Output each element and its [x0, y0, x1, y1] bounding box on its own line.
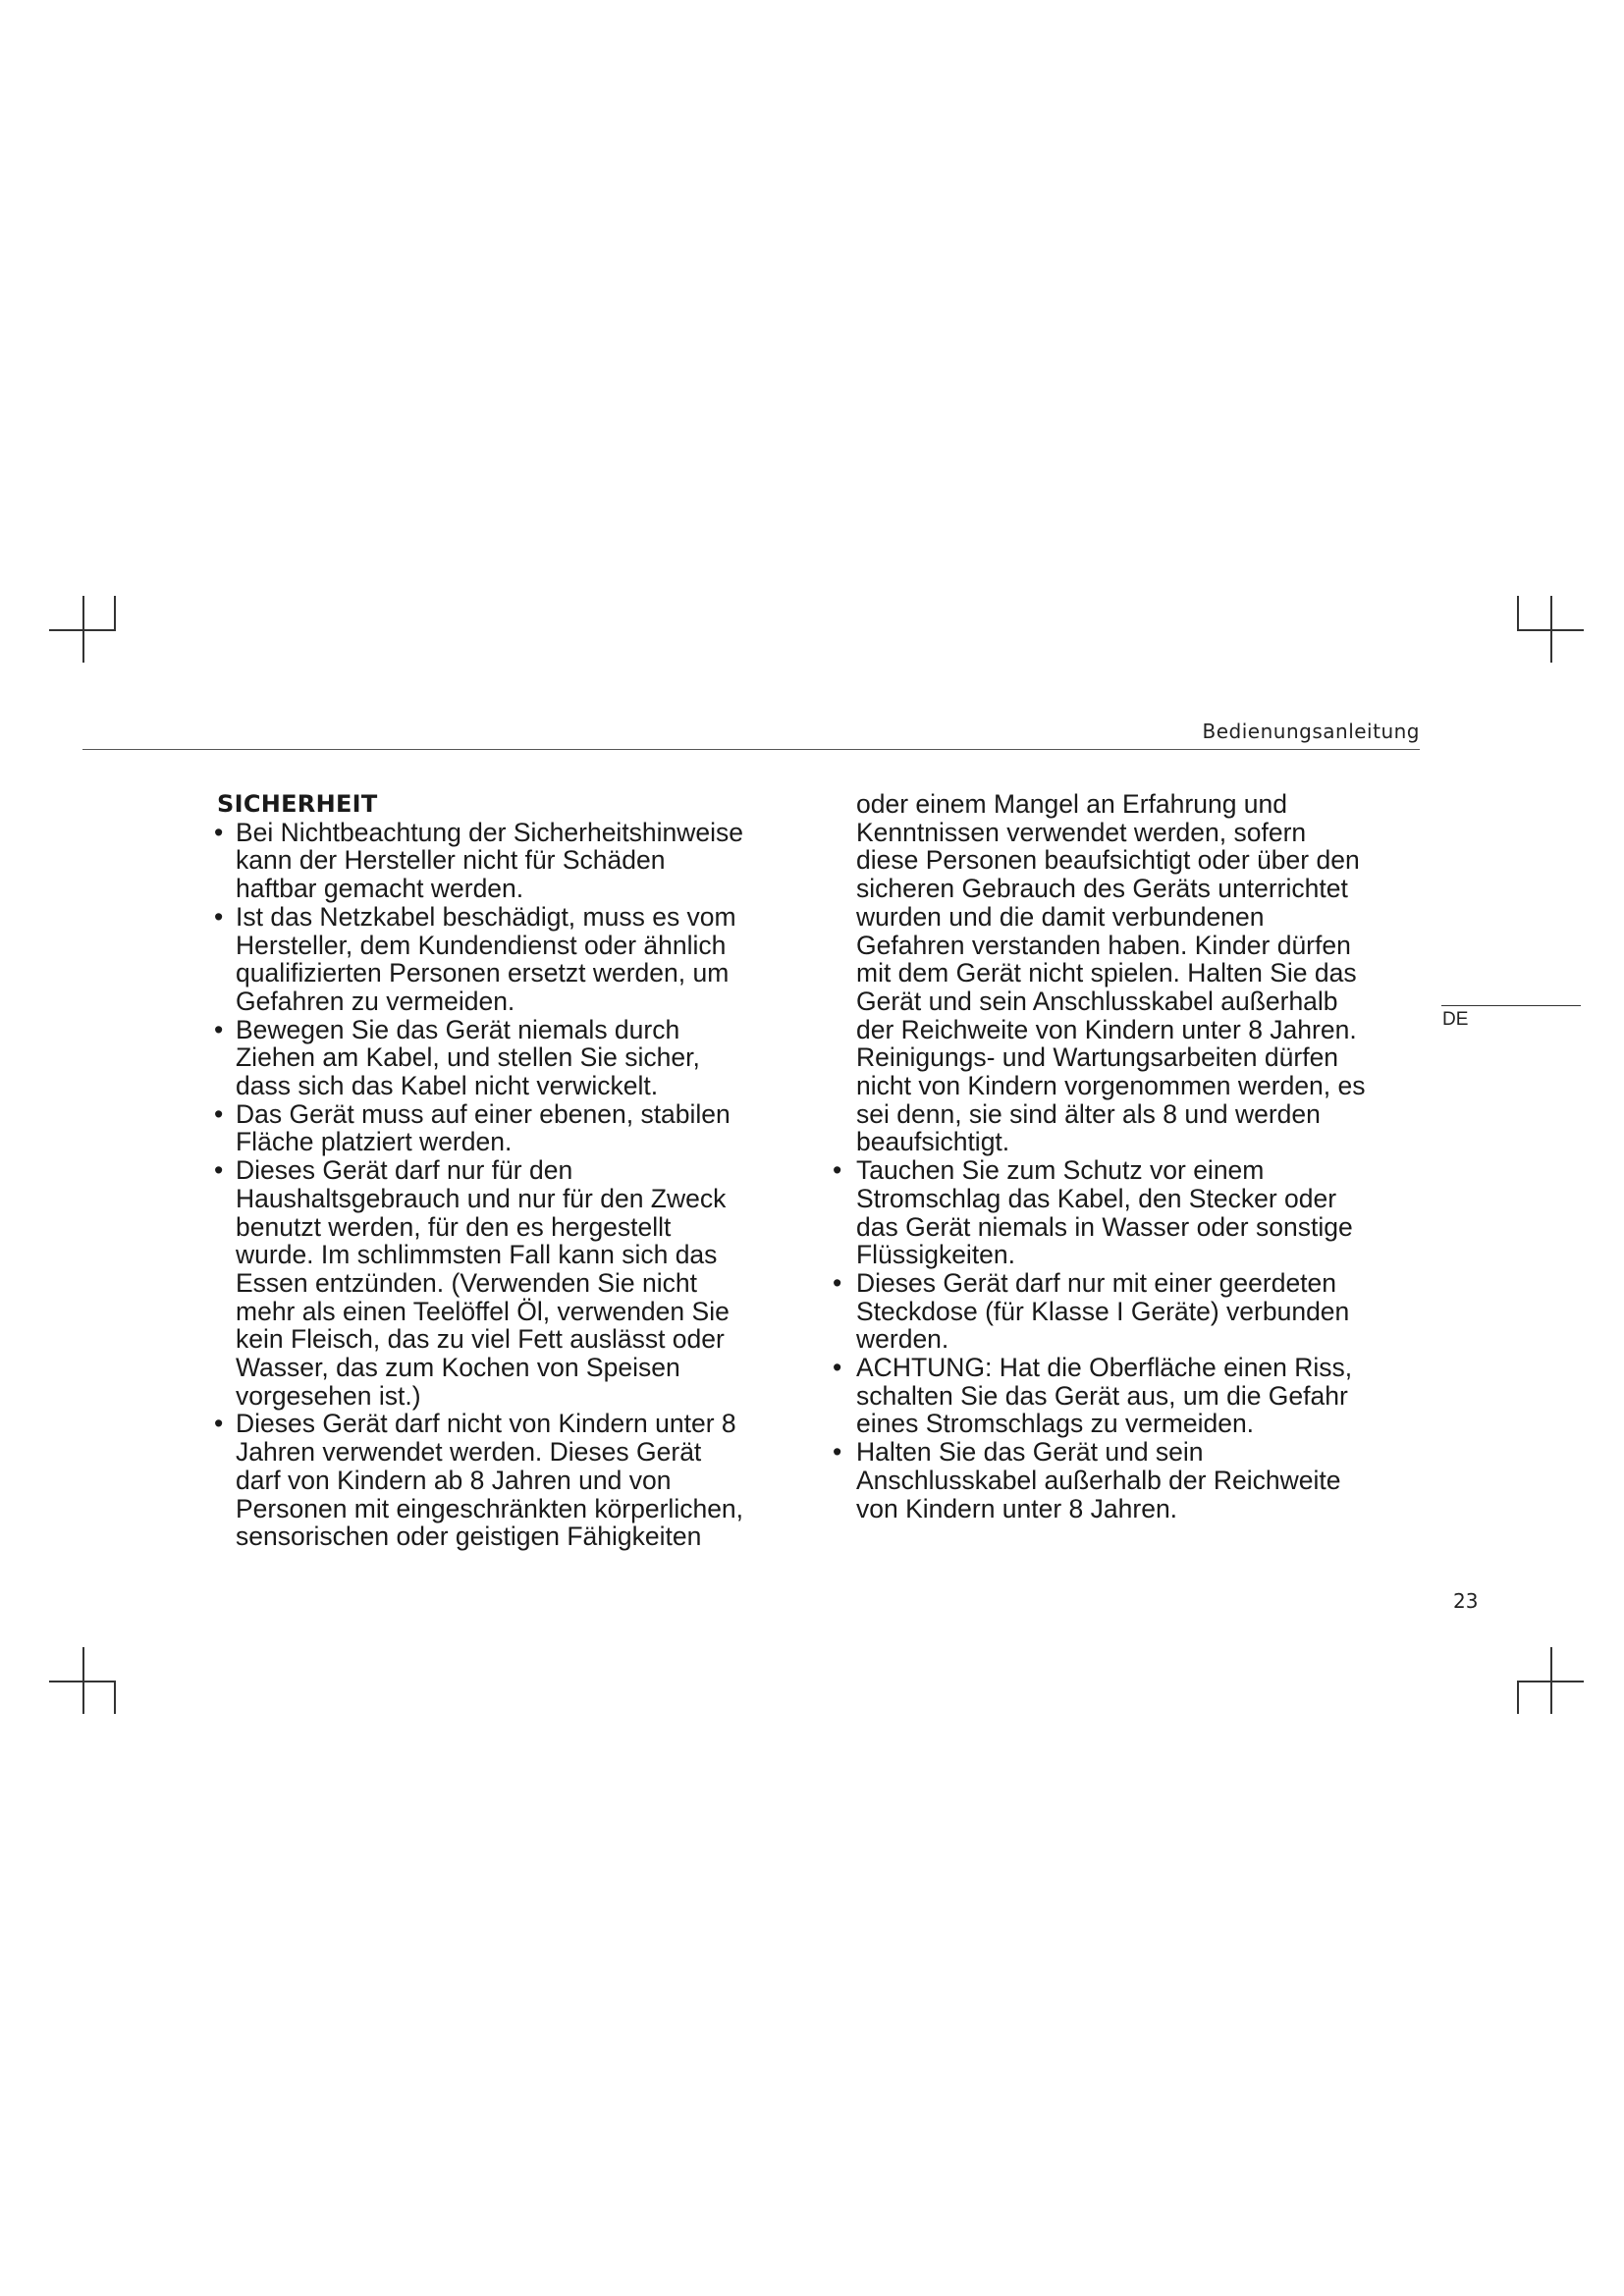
right-column-text — [833, 790, 1422, 1522]
left-column — [214, 790, 803, 1551]
line-text: vorgesehen ist.) — [236, 1380, 421, 1411]
text-line — [214, 1043, 803, 1072]
text-line — [833, 1382, 1422, 1411]
text-line — [833, 903, 1422, 932]
line-text: Flüssigkeiten. — [856, 1240, 1016, 1270]
bullet-icon: • — [833, 1437, 842, 1468]
text-line — [214, 1298, 803, 1326]
line-text: ACHTUNG: Hat die Oberfläche einen Riss, — [856, 1353, 1353, 1383]
line-text: Bewegen Sie das Gerät niemals durch — [236, 1014, 680, 1044]
line-text: eines Stromschlags zu vermeiden. — [856, 1409, 1255, 1439]
text-line — [833, 1325, 1422, 1354]
text-line — [214, 1241, 803, 1269]
line-text: sicheren Gebrauch des Geräts unterrichtet — [856, 874, 1348, 904]
bullet-icon: • — [214, 1409, 224, 1439]
bullet-line — [214, 1100, 803, 1129]
header-divider — [82, 749, 1420, 750]
text-line — [214, 1354, 803, 1382]
line-text: Reinigungs- und Wartungsarbeiten dürfen — [856, 1042, 1339, 1073]
line-text: schalten Sie das Gerät aus, um die Gefahr — [856, 1380, 1348, 1411]
line-text: kein Fleisch, das zu viel Fett auslässt oder — [236, 1324, 725, 1355]
text-line — [214, 1495, 803, 1523]
text-line — [214, 932, 803, 960]
left-column-text — [214, 819, 803, 1551]
text-line — [214, 846, 803, 875]
text-line — [214, 1128, 803, 1156]
bullet-line — [214, 1410, 803, 1438]
line-text: sei denn, sie sind älter als 8 und werden — [856, 1098, 1321, 1129]
text-line — [214, 1325, 803, 1354]
line-text: Bei Nichtbeachtung der Sicherheitshinweise — [236, 817, 744, 847]
text-line — [214, 1269, 803, 1298]
line-text: Halten Sie das Gerät und sein — [856, 1437, 1204, 1468]
line-text: von Kindern unter 8 Jahren. — [856, 1493, 1178, 1523]
line-text: dass sich das Kabel nicht verwickelt. — [236, 1071, 659, 1101]
crop-mark-bottom-right-v — [1550, 1647, 1552, 1714]
text-line — [214, 988, 803, 1016]
text-line — [214, 959, 803, 988]
line-text: Wasser, das zum Kochen von Speisen — [236, 1353, 680, 1383]
text-line — [214, 1382, 803, 1411]
line-text: Tauchen Sie zum Schutz vor einem — [856, 1155, 1265, 1186]
text-line — [833, 1128, 1422, 1156]
bullet-icon: • — [833, 1353, 842, 1383]
line-text: wurde. Im schlimmsten Fall kann sich das — [236, 1240, 718, 1270]
text-line — [833, 1241, 1422, 1269]
line-text: Gerät und sein Anschlusskabel außerhalb — [856, 986, 1338, 1016]
crop-mark-bottom-left-v2 — [114, 1681, 116, 1714]
line-text: kann der Hersteller nicht für Schäden — [236, 845, 666, 876]
bullet-line — [833, 1354, 1422, 1382]
line-text: Personen mit eingeschränkten körperlichen, — [236, 1493, 744, 1523]
bullet-line — [833, 1438, 1422, 1467]
bullet-line — [214, 903, 803, 932]
language-tag: DE — [1442, 1009, 1469, 1030]
text-line — [833, 1410, 1422, 1438]
bullet-icon: • — [833, 1155, 842, 1186]
line-text: das Gerät niemals in Wasser oder sonstige — [856, 1211, 1353, 1242]
crop-mark-bottom-right-v2 — [1517, 1681, 1519, 1714]
bullet-icon: • — [214, 901, 224, 932]
text-line — [833, 959, 1422, 988]
text-line — [833, 846, 1422, 875]
crop-mark-bottom-left-v — [82, 1647, 84, 1714]
line-text: beaufsichtigt. — [856, 1127, 1010, 1157]
text-line — [214, 875, 803, 903]
line-text: Kenntnissen verwendet werden, sofern — [856, 817, 1307, 847]
line-text: Anschlusskabel außerhalb der Reichweite — [856, 1465, 1341, 1495]
section-title: SICHERHEIT — [217, 790, 378, 818]
text-line — [833, 1213, 1422, 1242]
text-line — [833, 988, 1422, 1016]
text-line — [833, 790, 1422, 819]
bullet-line — [214, 1016, 803, 1044]
line-text: Gefahren zu vermeiden. — [236, 986, 515, 1016]
bullet-line — [214, 819, 803, 847]
text-line — [214, 1072, 803, 1100]
text-line — [833, 1495, 1422, 1523]
line-text: Dieses Gerät darf nicht von Kindern unter 8 — [236, 1409, 736, 1439]
line-text: Jahren verwendet werden. Dieses Gerät — [236, 1437, 702, 1468]
text-line — [833, 932, 1422, 960]
line-text: darf von Kindern ab 8 Jahren und von — [236, 1465, 672, 1495]
language-tab-divider — [1441, 1005, 1581, 1006]
line-text: Gefahren verstanden haben. Kinder dürfen — [856, 930, 1351, 960]
text-line — [833, 1185, 1422, 1213]
page-number: 23 — [1453, 1589, 1479, 1613]
line-text: Haushaltsgebrauch und nur für den Zweck — [236, 1183, 727, 1213]
line-text: Essen entzünden. (Verwenden Sie nicht — [236, 1267, 697, 1298]
bullet-icon: • — [214, 1098, 224, 1129]
line-text: benutzt werden, für den es hergestellt — [236, 1211, 672, 1242]
bullet-icon: • — [214, 817, 224, 847]
text-line — [833, 1298, 1422, 1326]
line-text: diese Personen beaufsichtigt oder über den — [856, 845, 1360, 876]
bullet-icon: • — [214, 1014, 224, 1044]
line-text: Ziehen am Kabel, und stellen Sie sicher, — [236, 1042, 700, 1073]
line-text: oder einem Mangel an Erfahrung und — [856, 789, 1288, 819]
line-text: Ist das Netzkabel beschädigt, muss es vom — [236, 901, 736, 932]
crop-mark-top-left-v — [82, 596, 84, 663]
line-text: mit dem Gerät nicht spielen. Halten Sie das — [856, 958, 1357, 988]
line-text: Steckdose (für Klasse I Geräte) verbunden — [856, 1296, 1350, 1326]
line-text: Das Gerät muss auf einer ebenen, stabilen — [236, 1098, 731, 1129]
line-text: Dieses Gerät darf nur mit einer geerdeten — [856, 1267, 1337, 1298]
text-line — [214, 1213, 803, 1242]
bullet-line — [214, 1156, 803, 1185]
text-line — [833, 1043, 1422, 1072]
line-text: mehr als einen Teelöffel Öl, verwenden Sie — [236, 1296, 730, 1326]
text-line — [214, 1467, 803, 1495]
crop-mark-top-right-v — [1550, 596, 1552, 663]
line-text: qualifizierten Personen ersetzt werden, um — [236, 958, 730, 988]
running-header: Bedienungsanleitung — [1202, 720, 1420, 743]
crop-mark-top-left-v2 — [114, 596, 116, 629]
bullet-line — [833, 1269, 1422, 1298]
text-line — [833, 1100, 1422, 1129]
text-line — [214, 1522, 803, 1551]
text-line — [214, 1185, 803, 1213]
bullet-icon: • — [833, 1267, 842, 1298]
bullet-line — [833, 1156, 1422, 1185]
text-line — [833, 1072, 1422, 1100]
line-text: sensorischen oder geistigen Fähigkeiten — [236, 1522, 702, 1552]
line-text: Dieses Gerät darf nur für den — [236, 1155, 573, 1186]
text-line — [833, 1467, 1422, 1495]
line-text: Hersteller, dem Kundendienst oder ähnlich — [236, 930, 727, 960]
line-text: der Reichweite von Kindern unter 8 Jahren. — [856, 1014, 1357, 1044]
text-line — [214, 1438, 803, 1467]
line-text: nicht von Kindern vorgenommen werden, es — [856, 1071, 1366, 1101]
text-line — [833, 875, 1422, 903]
text-line — [833, 819, 1422, 847]
line-text: wurden und die damit verbundenen — [856, 901, 1265, 932]
bullet-icon: • — [214, 1155, 224, 1186]
line-text: werden. — [856, 1324, 949, 1355]
right-column — [833, 790, 1422, 1522]
line-text: Fläche platziert werden. — [236, 1127, 513, 1157]
text-line — [833, 1016, 1422, 1044]
line-text: Stromschlag das Kabel, den Stecker oder — [856, 1183, 1337, 1213]
line-text: haftbar gemacht werden. — [236, 874, 524, 904]
crop-mark-top-right-v2 — [1517, 596, 1519, 629]
